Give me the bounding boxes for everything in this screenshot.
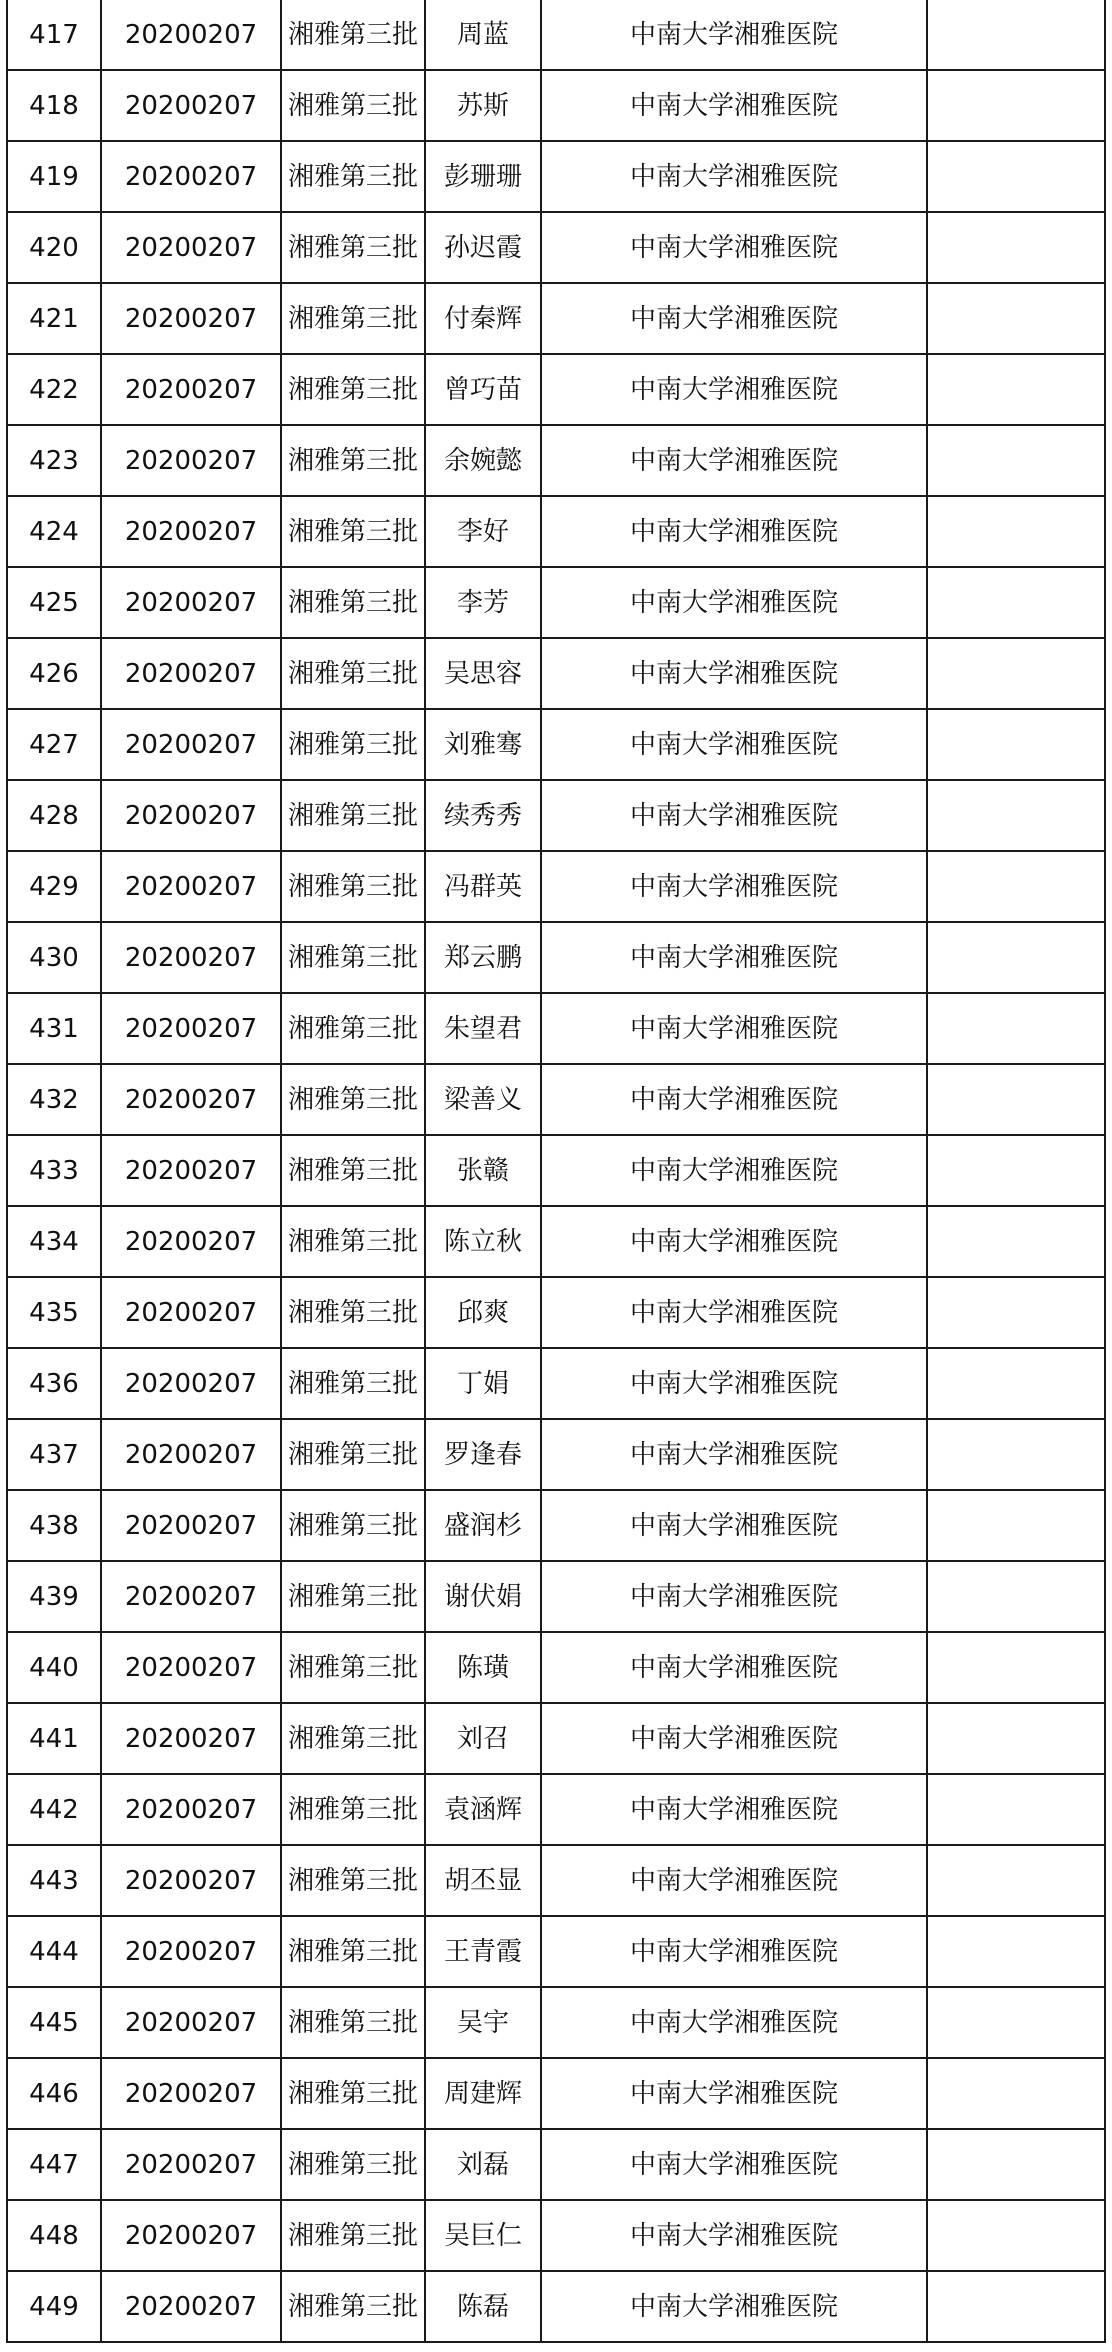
date-cell: 20200207	[101, 212, 281, 283]
date-cell: 20200207	[101, 354, 281, 425]
hospital-cell: 中南大学湘雅医院	[541, 425, 927, 496]
hospital-cell: 中南大学湘雅医院	[541, 638, 927, 709]
note-cell	[927, 638, 1105, 709]
batch-cell: 湘雅第三批	[281, 709, 425, 780]
hospital-cell: 中南大学湘雅医院	[541, 496, 927, 567]
table-row	[7, 1632, 1105, 1703]
row-number-cell: 443	[7, 1845, 101, 1916]
hospital-cell: 中南大学湘雅医院	[541, 1774, 927, 1845]
note-cell	[927, 1277, 1105, 1348]
date-cell: 20200207	[101, 851, 281, 922]
hospital-cell: 中南大学湘雅医院	[541, 141, 927, 212]
date-cell: 20200207	[101, 1277, 281, 1348]
date-cell: 20200207	[101, 425, 281, 496]
note-cell	[927, 1419, 1105, 1490]
date-cell: 20200207	[101, 1987, 281, 2058]
hospital-cell: 中南大学湘雅医院	[541, 1348, 927, 1419]
table-row	[7, 2271, 1105, 2342]
date-cell: 20200207	[101, 780, 281, 851]
row-number-cell: 437	[7, 1419, 101, 1490]
row-number-cell: 425	[7, 567, 101, 638]
table-row	[7, 212, 1105, 283]
batch-cell: 湘雅第三批	[281, 1774, 425, 1845]
note-cell	[927, 0, 1105, 70]
date-cell: 20200207	[101, 141, 281, 212]
date-cell: 20200207	[101, 993, 281, 1064]
note-cell	[927, 1774, 1105, 1845]
person-name-cell: 谢伏娟	[425, 1561, 541, 1632]
date-cell: 20200207	[101, 567, 281, 638]
person-name-cell: 余婉懿	[425, 425, 541, 496]
row-number-cell: 436	[7, 1348, 101, 1419]
table-row	[7, 922, 1105, 993]
hospital-cell: 中南大学湘雅医院	[541, 851, 927, 922]
hospital-cell: 中南大学湘雅医院	[541, 1561, 927, 1632]
table-row	[7, 1064, 1105, 1135]
table-row	[7, 1206, 1105, 1277]
row-number-cell: 423	[7, 425, 101, 496]
person-name-cell: 梁善义	[425, 1064, 541, 1135]
row-number-cell: 422	[7, 354, 101, 425]
row-number-cell: 419	[7, 141, 101, 212]
hospital-cell: 中南大学湘雅医院	[541, 993, 927, 1064]
row-number-cell: 442	[7, 1774, 101, 1845]
hospital-cell: 中南大学湘雅医院	[541, 922, 927, 993]
date-cell: 20200207	[101, 2271, 281, 2342]
row-number-cell: 444	[7, 1916, 101, 1987]
note-cell	[927, 1987, 1105, 2058]
note-cell	[927, 496, 1105, 567]
row-number-cell: 426	[7, 638, 101, 709]
note-cell	[927, 1135, 1105, 1206]
hospital-cell: 中南大学湘雅医院	[541, 0, 927, 70]
hospital-cell: 中南大学湘雅医院	[541, 70, 927, 141]
table-row	[7, 283, 1105, 354]
person-name-cell: 丁娟	[425, 1348, 541, 1419]
table-row	[7, 1703, 1105, 1774]
person-name-cell: 吴宇	[425, 1987, 541, 2058]
batch-cell: 湘雅第三批	[281, 780, 425, 851]
person-name-cell: 吴思容	[425, 638, 541, 709]
table-row	[7, 1916, 1105, 1987]
table-row	[7, 1277, 1105, 1348]
table-row	[7, 638, 1105, 709]
date-cell: 20200207	[101, 2129, 281, 2200]
row-number-cell: 448	[7, 2200, 101, 2271]
hospital-cell: 中南大学湘雅医院	[541, 780, 927, 851]
person-name-cell: 陈立秋	[425, 1206, 541, 1277]
table-row	[7, 2200, 1105, 2271]
hospital-cell: 中南大学湘雅医院	[541, 1703, 927, 1774]
date-cell: 20200207	[101, 1561, 281, 1632]
hospital-cell: 中南大学湘雅医院	[541, 2271, 927, 2342]
hospital-cell: 中南大学湘雅医院	[541, 1632, 927, 1703]
note-cell	[927, 1348, 1105, 1419]
note-cell	[927, 70, 1105, 141]
table-row	[7, 425, 1105, 496]
note-cell	[927, 1206, 1105, 1277]
row-number-cell: 440	[7, 1632, 101, 1703]
batch-cell: 湘雅第三批	[281, 2200, 425, 2271]
batch-cell: 湘雅第三批	[281, 1348, 425, 1419]
date-cell: 20200207	[101, 1490, 281, 1561]
person-name-cell: 冯群英	[425, 851, 541, 922]
date-cell: 20200207	[101, 2058, 281, 2129]
batch-cell: 湘雅第三批	[281, 567, 425, 638]
date-cell: 20200207	[101, 1206, 281, 1277]
table-row	[7, 993, 1105, 1064]
batch-cell: 湘雅第三批	[281, 1064, 425, 1135]
batch-cell: 湘雅第三批	[281, 922, 425, 993]
note-cell	[927, 2058, 1105, 2129]
person-name-cell: 郑云鹏	[425, 922, 541, 993]
note-cell	[927, 2271, 1105, 2342]
person-name-cell: 周建辉	[425, 2058, 541, 2129]
batch-cell: 湘雅第三批	[281, 2058, 425, 2129]
date-cell: 20200207	[101, 1632, 281, 1703]
row-number-cell: 438	[7, 1490, 101, 1561]
row-number-cell: 421	[7, 283, 101, 354]
hospital-cell: 中南大学湘雅医院	[541, 1845, 927, 1916]
row-number-cell: 417	[7, 0, 101, 70]
note-cell	[927, 993, 1105, 1064]
date-cell: 20200207	[101, 1845, 281, 1916]
date-cell: 20200207	[101, 2200, 281, 2271]
batch-cell: 湘雅第三批	[281, 283, 425, 354]
note-cell	[927, 780, 1105, 851]
table-row	[7, 496, 1105, 567]
row-number-cell: 441	[7, 1703, 101, 1774]
note-cell	[927, 2129, 1105, 2200]
batch-cell: 湘雅第三批	[281, 1490, 425, 1561]
batch-cell: 湘雅第三批	[281, 2271, 425, 2342]
batch-cell: 湘雅第三批	[281, 354, 425, 425]
note-cell	[927, 2200, 1105, 2271]
row-number-cell: 433	[7, 1135, 101, 1206]
batch-cell: 湘雅第三批	[281, 2129, 425, 2200]
person-name-cell: 盛润杉	[425, 1490, 541, 1561]
person-name-cell: 付秦辉	[425, 283, 541, 354]
batch-cell: 湘雅第三批	[281, 425, 425, 496]
table-row	[7, 780, 1105, 851]
note-cell	[927, 1703, 1105, 1774]
person-name-cell: 陈磊	[425, 2271, 541, 2342]
date-cell: 20200207	[101, 638, 281, 709]
note-cell	[927, 1490, 1105, 1561]
person-name-cell: 张赣	[425, 1135, 541, 1206]
person-name-cell: 刘召	[425, 1703, 541, 1774]
batch-cell: 湘雅第三批	[281, 0, 425, 70]
table-row	[7, 1348, 1105, 1419]
date-cell: 20200207	[101, 1419, 281, 1490]
hospital-cell: 中南大学湘雅医院	[541, 1490, 927, 1561]
row-number-cell: 434	[7, 1206, 101, 1277]
roster-table-body	[7, 0, 1105, 2342]
date-cell: 20200207	[101, 1135, 281, 1206]
date-cell: 20200207	[101, 1703, 281, 1774]
batch-cell: 湘雅第三批	[281, 496, 425, 567]
batch-cell: 湘雅第三批	[281, 1987, 425, 2058]
hospital-cell: 中南大学湘雅医院	[541, 1419, 927, 1490]
person-name-cell: 袁涵辉	[425, 1774, 541, 1845]
row-number-cell: 427	[7, 709, 101, 780]
row-number-cell: 447	[7, 2129, 101, 2200]
batch-cell: 湘雅第三批	[281, 1916, 425, 1987]
note-cell	[927, 1845, 1105, 1916]
hospital-cell: 中南大学湘雅医院	[541, 709, 927, 780]
table-row	[7, 141, 1105, 212]
roster-table	[6, 0, 1106, 2343]
row-number-cell: 420	[7, 212, 101, 283]
date-cell: 20200207	[101, 922, 281, 993]
person-name-cell: 刘雅骞	[425, 709, 541, 780]
hospital-cell: 中南大学湘雅医院	[541, 283, 927, 354]
row-number-cell: 431	[7, 993, 101, 1064]
table-row	[7, 354, 1105, 425]
row-number-cell: 424	[7, 496, 101, 567]
hospital-cell: 中南大学湘雅医院	[541, 1916, 927, 1987]
batch-cell: 湘雅第三批	[281, 851, 425, 922]
row-number-cell: 446	[7, 2058, 101, 2129]
table-row	[7, 1419, 1105, 1490]
hospital-cell: 中南大学湘雅医院	[541, 1064, 927, 1135]
hospital-cell: 中南大学湘雅医院	[541, 1987, 927, 2058]
note-cell	[927, 1916, 1105, 1987]
person-name-cell: 苏斯	[425, 70, 541, 141]
row-number-cell: 428	[7, 780, 101, 851]
row-number-cell: 418	[7, 70, 101, 141]
hospital-cell: 中南大学湘雅医院	[541, 2058, 927, 2129]
hospital-cell: 中南大学湘雅医院	[541, 567, 927, 638]
person-name-cell: 曾巧苗	[425, 354, 541, 425]
batch-cell: 湘雅第三批	[281, 1419, 425, 1490]
table-row	[7, 70, 1105, 141]
hospital-cell: 中南大学湘雅医院	[541, 1135, 927, 1206]
note-cell	[927, 141, 1105, 212]
batch-cell: 湘雅第三批	[281, 212, 425, 283]
row-number-cell: 435	[7, 1277, 101, 1348]
date-cell: 20200207	[101, 496, 281, 567]
person-name-cell: 吴巨仁	[425, 2200, 541, 2271]
table-row	[7, 1774, 1105, 1845]
batch-cell: 湘雅第三批	[281, 638, 425, 709]
person-name-cell: 王青霞	[425, 1916, 541, 1987]
batch-cell: 湘雅第三批	[281, 141, 425, 212]
hospital-cell: 中南大学湘雅医院	[541, 212, 927, 283]
table-row	[7, 1490, 1105, 1561]
date-cell: 20200207	[101, 1916, 281, 1987]
table-row	[7, 2058, 1105, 2129]
row-number-cell: 449	[7, 2271, 101, 2342]
person-name-cell: 李芳	[425, 567, 541, 638]
table-row	[7, 1561, 1105, 1632]
person-name-cell: 朱望君	[425, 993, 541, 1064]
table-row	[7, 851, 1105, 922]
person-name-cell: 李好	[425, 496, 541, 567]
row-number-cell: 430	[7, 922, 101, 993]
note-cell	[927, 1064, 1105, 1135]
batch-cell: 湘雅第三批	[281, 1845, 425, 1916]
batch-cell: 湘雅第三批	[281, 70, 425, 141]
row-number-cell: 429	[7, 851, 101, 922]
person-name-cell: 续秀秀	[425, 780, 541, 851]
person-name-cell: 孙迟霞	[425, 212, 541, 283]
table-row	[7, 2129, 1105, 2200]
batch-cell: 湘雅第三批	[281, 1135, 425, 1206]
batch-cell: 湘雅第三批	[281, 1703, 425, 1774]
note-cell	[927, 1561, 1105, 1632]
table-row	[7, 709, 1105, 780]
note-cell	[927, 212, 1105, 283]
note-cell	[927, 354, 1105, 425]
person-name-cell: 胡丕显	[425, 1845, 541, 1916]
person-name-cell: 陈璜	[425, 1632, 541, 1703]
date-cell: 20200207	[101, 0, 281, 70]
table-row	[7, 1987, 1105, 2058]
date-cell: 20200207	[101, 70, 281, 141]
table-row	[7, 0, 1105, 70]
date-cell: 20200207	[101, 1064, 281, 1135]
hospital-cell: 中南大学湘雅医院	[541, 1277, 927, 1348]
table-row	[7, 1135, 1105, 1206]
person-name-cell: 罗逢春	[425, 1419, 541, 1490]
date-cell: 20200207	[101, 1348, 281, 1419]
note-cell	[927, 567, 1105, 638]
date-cell: 20200207	[101, 283, 281, 354]
row-number-cell: 445	[7, 1987, 101, 2058]
table-row	[7, 1845, 1105, 1916]
batch-cell: 湘雅第三批	[281, 1206, 425, 1277]
hospital-cell: 中南大学湘雅医院	[541, 2200, 927, 2271]
person-name-cell: 彭珊珊	[425, 141, 541, 212]
date-cell: 20200207	[101, 1774, 281, 1845]
batch-cell: 湘雅第三批	[281, 1561, 425, 1632]
batch-cell: 湘雅第三批	[281, 1632, 425, 1703]
row-number-cell: 432	[7, 1064, 101, 1135]
hospital-cell: 中南大学湘雅医院	[541, 354, 927, 425]
table-row	[7, 567, 1105, 638]
note-cell	[927, 283, 1105, 354]
date-cell: 20200207	[101, 709, 281, 780]
person-name-cell: 邱爽	[425, 1277, 541, 1348]
note-cell	[927, 1632, 1105, 1703]
batch-cell: 湘雅第三批	[281, 993, 425, 1064]
note-cell	[927, 425, 1105, 496]
hospital-cell: 中南大学湘雅医院	[541, 2129, 927, 2200]
hospital-cell: 中南大学湘雅医院	[541, 1206, 927, 1277]
batch-cell: 湘雅第三批	[281, 1277, 425, 1348]
person-name-cell: 刘磊	[425, 2129, 541, 2200]
note-cell	[927, 922, 1105, 993]
person-name-cell: 周蓝	[425, 0, 541, 70]
note-cell	[927, 851, 1105, 922]
row-number-cell: 439	[7, 1561, 101, 1632]
note-cell	[927, 709, 1105, 780]
